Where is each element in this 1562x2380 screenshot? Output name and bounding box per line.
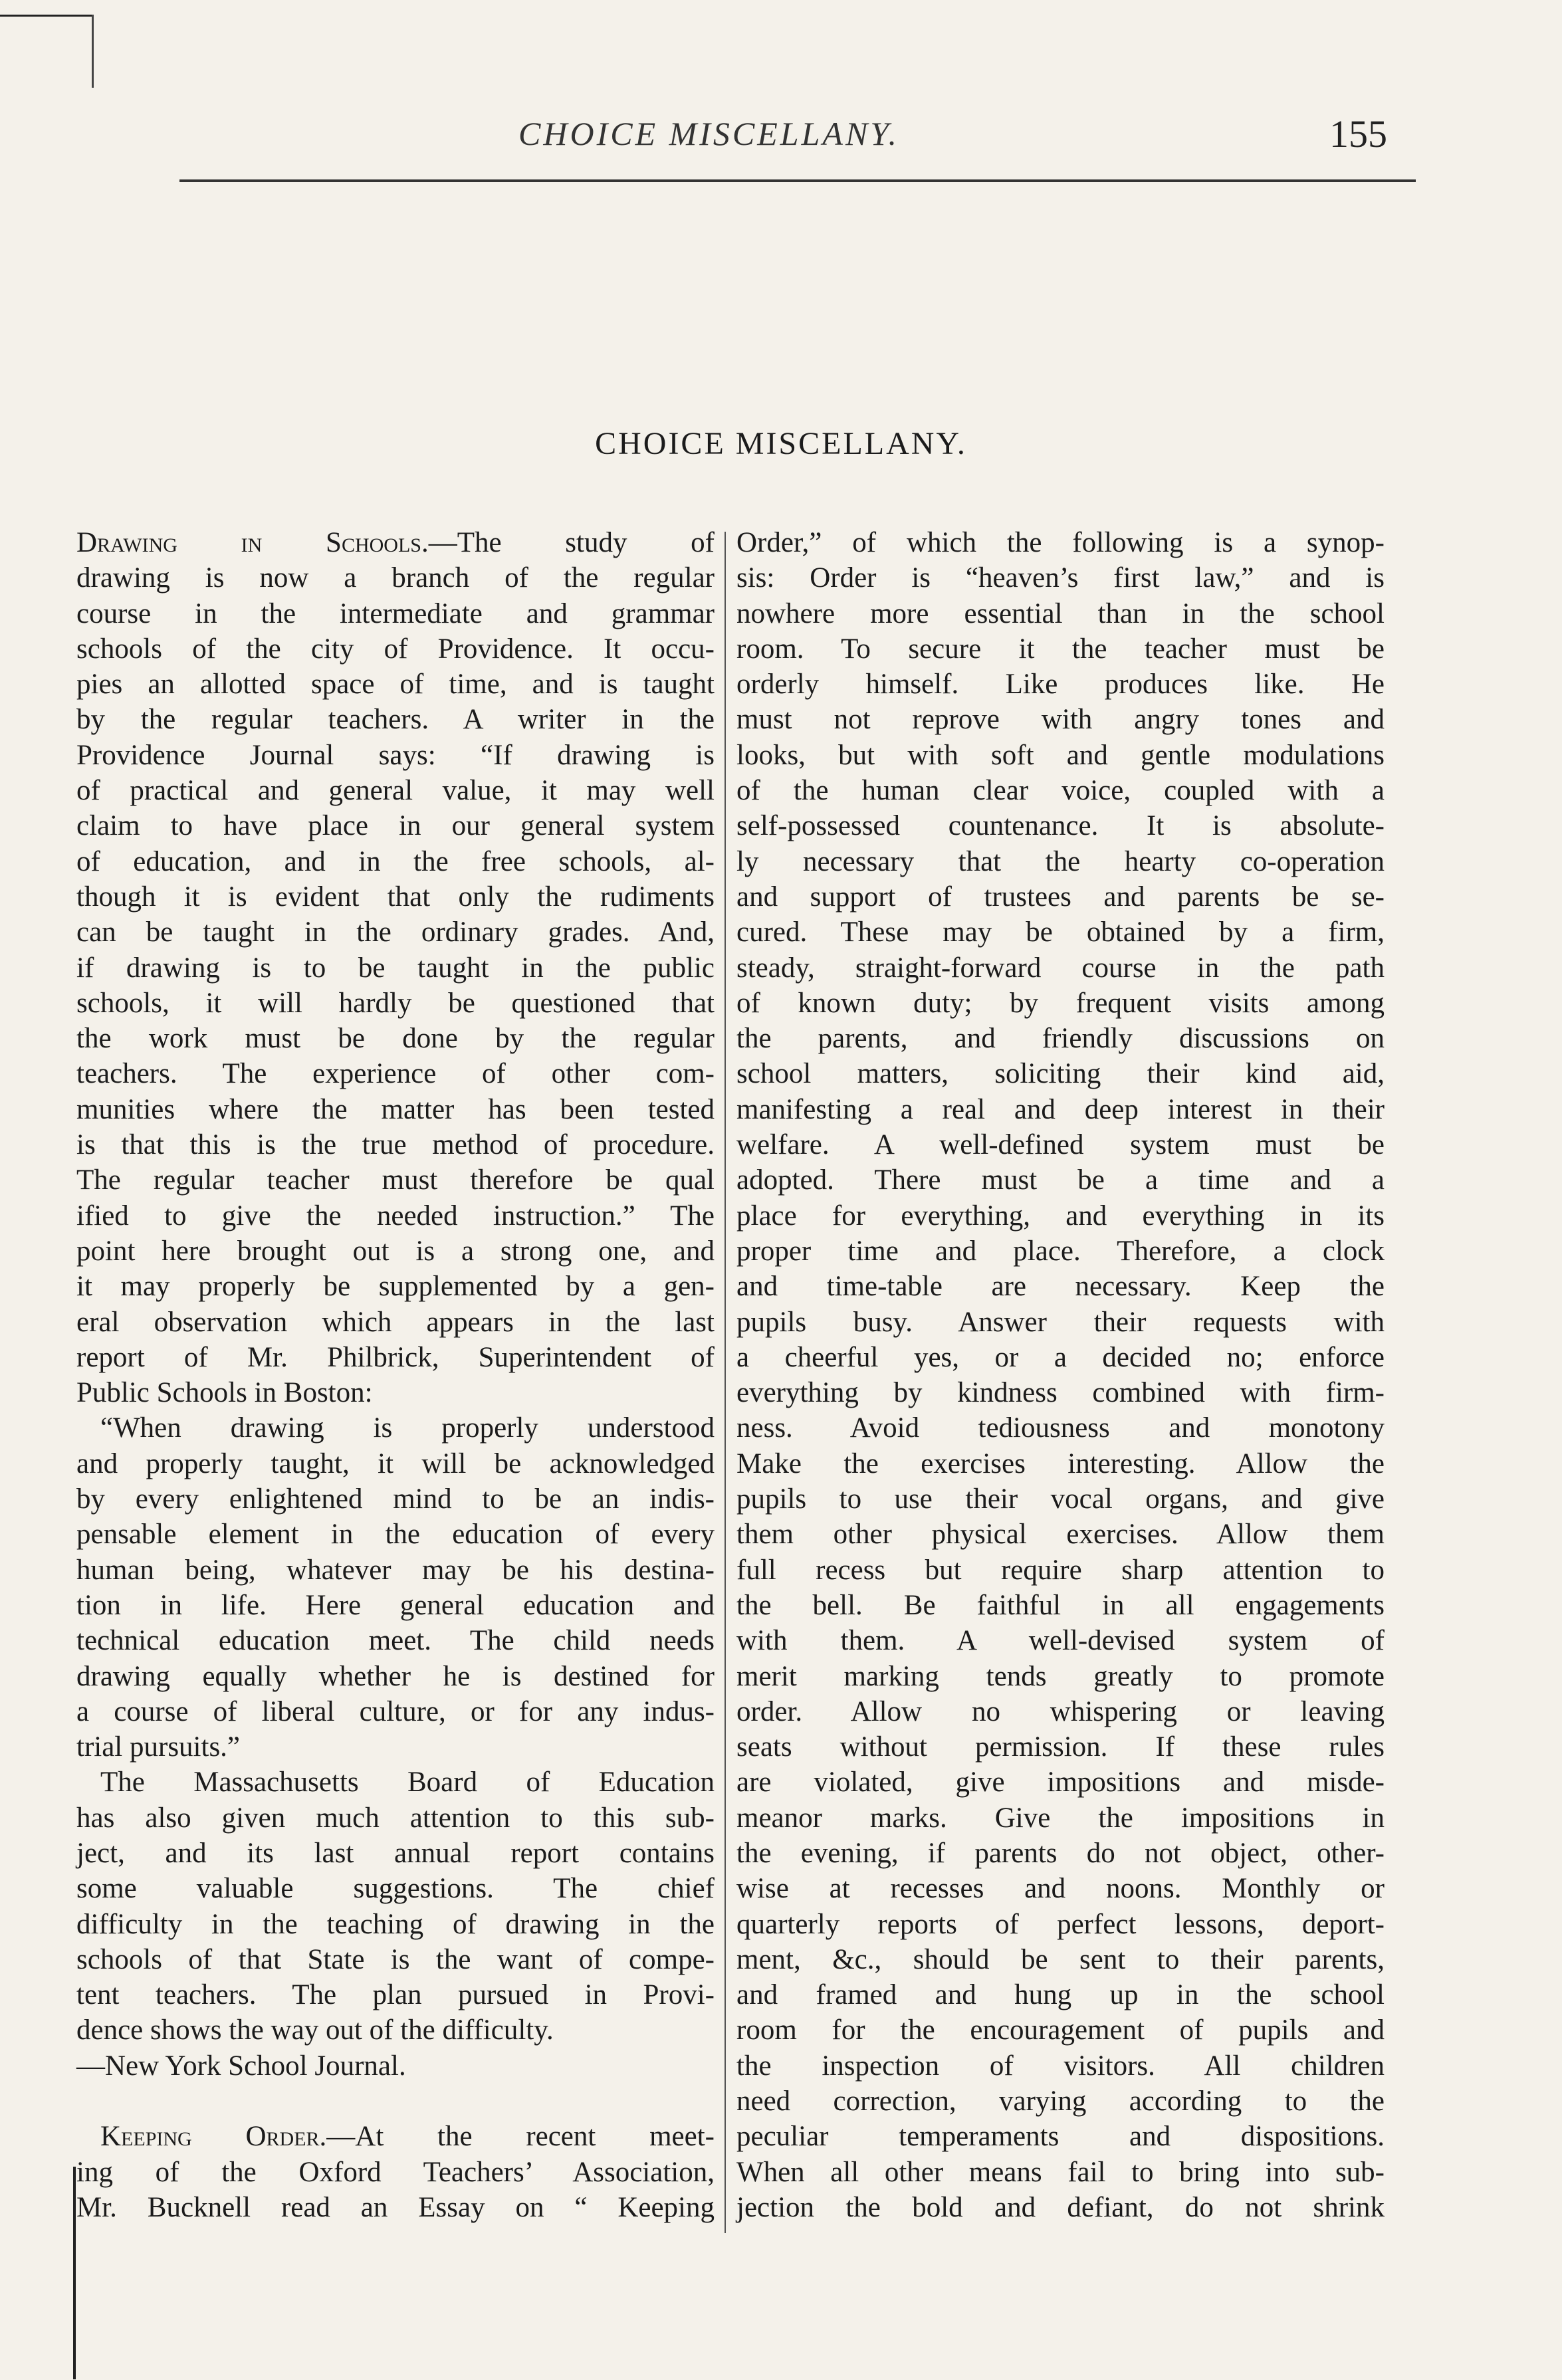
left-column-line: can be taught in the ordinary grades. And, — [76, 917, 715, 948]
left-column-line: eral observation which appears in the last — [76, 1306, 715, 1338]
left-column-line: claim to have place in our general system — [76, 810, 715, 842]
left-column-line: The Massachusetts Board of Education — [100, 1767, 715, 1798]
right-column-line: welfare. A well-defined system must be — [736, 1129, 1385, 1161]
right-column-line: must not reprove with angry tones and — [736, 704, 1385, 736]
left-column-line: ing of the Oxford Teachers’ Association, — [76, 2156, 715, 2188]
left-column-line: schools of that State is the want of compe- — [76, 1943, 715, 1975]
right-column-line: seats without permission. If these rules — [736, 1731, 1385, 1763]
left-column-line: Keeping Order.—At the recent meet- — [100, 2121, 715, 2153]
right-column-line: manifesting a real and deep interest in their — [736, 1093, 1385, 1125]
right-column-line: of known duty; by frequent visits among — [736, 987, 1385, 1019]
run-in-heading: Keeping Order — [100, 2121, 320, 2153]
right-column-line: ly necessary that the hearty co-operation — [736, 845, 1385, 877]
right-column-line: school matters, soliciting their kind aid, — [736, 1058, 1385, 1090]
right-column-line: a cheerful yes, or a decided no; enforce — [736, 1341, 1385, 1373]
right-column-line: When all other means fail to bring into sub- — [736, 2156, 1385, 2188]
right-column-line: the evening, if parents do not object, other- — [736, 1837, 1385, 1869]
left-column-line: teachers. The experience of other com- — [76, 1058, 715, 1090]
left-column-line: and properly taught, it will be acknowledged — [76, 1448, 715, 1479]
column-divider — [725, 532, 726, 2233]
header-rule — [179, 179, 1416, 182]
right-column-line: place for everything, and everything in its — [736, 1200, 1385, 1232]
left-column-line: has also given much attention to this sub- — [76, 1802, 715, 1834]
left-column-line: Public Schools in Boston: — [76, 1377, 373, 1409]
right-column-line: ness. Avoid tediousness and monotony — [736, 1412, 1385, 1444]
run-in-heading: Drawing in Schools — [76, 527, 421, 558]
left-column-line: tion in life. Here general education and — [76, 1589, 715, 1621]
left-column-line: —New York School Journal. — [76, 2050, 406, 2082]
left-column-line: report of Mr. Philbrick, Superintendent of — [76, 1341, 715, 1373]
right-column-line: ment, &c., should be sent to their parents, — [736, 1943, 1385, 1975]
right-column-line: meanor marks. Give the impositions in — [736, 1802, 1385, 1834]
margin-rule — [73, 2167, 76, 2379]
right-column-line: quarterly reports of perfect lessons, deport- — [736, 1908, 1385, 1940]
left-column-line: tent teachers. The plan pursued in Provi- — [76, 1979, 715, 2011]
right-column-line: merit marking tends greatly to promote — [736, 1660, 1385, 1692]
left-column-line: schools of the city of Providence. It occu- — [76, 633, 715, 665]
right-column-line: adopted. There must be a time and a — [736, 1164, 1385, 1196]
left-column-line: ified to give the needed instruction.” The — [76, 1200, 715, 1232]
left-column-line: of practical and general value, it may well — [76, 775, 715, 807]
right-column-line: pupils to use their vocal organs, and give — [736, 1483, 1385, 1515]
left-column-line: a course of liberal culture, or for any indus- — [76, 1695, 715, 1727]
right-column-line: and time-table are necessary. Keep the — [736, 1271, 1385, 1303]
right-column-line: of the human clear voice, coupled with a — [736, 775, 1385, 807]
left-column-line: “When drawing is properly understood — [100, 1412, 715, 1444]
right-column-line: pupils busy. Answer their requests with — [736, 1306, 1385, 1338]
right-column-line: room. To secure it the teacher must be — [736, 633, 1385, 665]
right-column-line: peculiar temperaments and dispositions. — [736, 2121, 1385, 2153]
right-column-line: full recess but require sharp attention to — [736, 1554, 1385, 1586]
corner-rule — [0, 15, 93, 17]
left-column-line: munities where the matter has been tested — [76, 1093, 715, 1125]
left-column-line: it may properly be supplemented by a gen- — [76, 1271, 715, 1303]
right-column-line: looks, but with soft and gentle modulations — [736, 739, 1385, 771]
left-column-line: Drawing in Schools.—The study of — [76, 527, 715, 558]
left-column-line: course in the intermediate and grammar — [76, 597, 715, 629]
right-column-line: are violated, give impositions and misde- — [736, 1767, 1385, 1798]
right-column-line: and support of trustees and parents be se- — [736, 881, 1385, 913]
left-column-line: difficulty in the teaching of drawing in the — [76, 1908, 715, 1940]
left-column-line: point here brought out is a strong one, and — [76, 1235, 715, 1267]
left-column-line: schools, it will hardly be questioned that — [76, 987, 715, 1019]
left-column-line: ject, and its last annual report contains — [76, 1837, 715, 1869]
running-title: CHOICE MISCELLANY. — [518, 115, 900, 152]
corner-rule-vertical — [92, 15, 94, 88]
right-column-line: sis: Order is “heaven’s first law,” and is — [736, 562, 1385, 594]
left-column-line: some valuable suggestions. The chief — [76, 1873, 715, 1905]
running-head — [0, 100, 1562, 179]
left-column-line: by the regular teachers. A writer in the — [76, 704, 715, 736]
right-column-line: nowhere more essential than in the school — [736, 597, 1385, 629]
right-column-line: wise at recesses and noons. Monthly or — [736, 1873, 1385, 1905]
right-column-line: order. Allow no whispering or leaving — [736, 1695, 1385, 1727]
left-column-line: drawing is now a branch of the regular — [76, 562, 715, 594]
left-column-line: the work must be done by the regular — [76, 1023, 715, 1055]
left-column-line: pensable element in the education of every — [76, 1519, 715, 1551]
left-column-line: is that this is the true method of procedure. — [76, 1129, 715, 1161]
right-column-line: the parents, and friendly discussions on — [736, 1023, 1385, 1055]
right-column-line: steady, straight-forward course in the path — [736, 952, 1385, 984]
left-column-line: Providence Journal says: “If drawing is — [76, 739, 715, 771]
right-column-line: with them. A well-devised system of — [736, 1625, 1385, 1657]
right-column — [736, 525, 1385, 2225]
left-column-line: pies an allotted space of time, and is taught — [76, 669, 715, 701]
right-column-line: self-possessed countenance. It is absolute- — [736, 810, 1385, 842]
page-number: 155 — [1329, 112, 1387, 156]
right-column-line: them other physical exercises. Allow them — [736, 1519, 1385, 1551]
left-column-line: though it is evident that only the rudiments — [76, 881, 715, 913]
right-column-line: everything by kindness combined with firm- — [736, 1377, 1385, 1409]
left-column-line: human being, whatever may be his destina- — [76, 1554, 715, 1586]
left-column-line: The regular teacher must therefore be qual — [76, 1164, 715, 1196]
left-column-line: trial pursuits.” — [76, 1731, 241, 1763]
left-column-line: if drawing is to be taught in the public — [76, 952, 715, 984]
section-title: CHOICE MISCELLANY. — [595, 426, 967, 461]
left-column-line: by every enlightened mind to be an indis- — [76, 1483, 715, 1515]
right-column-line: Make the exercises interesting. Allow the — [736, 1448, 1385, 1479]
right-column-line: and framed and hung up in the school — [736, 1979, 1385, 2011]
left-column-line — [76, 2084, 715, 2119]
right-column-line: cured. These may be obtained by a firm, — [736, 917, 1385, 948]
right-column-line: the inspection of visitors. All children — [736, 2050, 1385, 2082]
right-column-line: orderly himself. Like produces like. He — [736, 669, 1385, 701]
left-column — [76, 525, 715, 2225]
right-column-line: jection the bold and defiant, do not shrink — [736, 2191, 1385, 2223]
right-column-line: proper time and place. Therefore, a clock — [736, 1235, 1385, 1267]
right-column-line: the bell. Be faithful in all engagements — [736, 1589, 1385, 1621]
right-column-line: Order,” of which the following is a synop- — [736, 527, 1385, 558]
right-column-line: room for the encouragement of pupils and — [736, 2014, 1385, 2046]
left-column-line: of education, and in the free schools, al- — [76, 845, 715, 877]
right-column-line: need correction, varying according to the — [736, 2086, 1385, 2117]
left-column-line: technical education meet. The child needs — [76, 1625, 715, 1657]
left-column-line: Mr. Bucknell read an Essay on “ Keeping — [76, 2191, 715, 2223]
left-column-line: drawing equally whether he is destined for — [76, 1660, 715, 1692]
left-column-line: dence shows the way out of the difficulty. — [76, 2014, 554, 2046]
